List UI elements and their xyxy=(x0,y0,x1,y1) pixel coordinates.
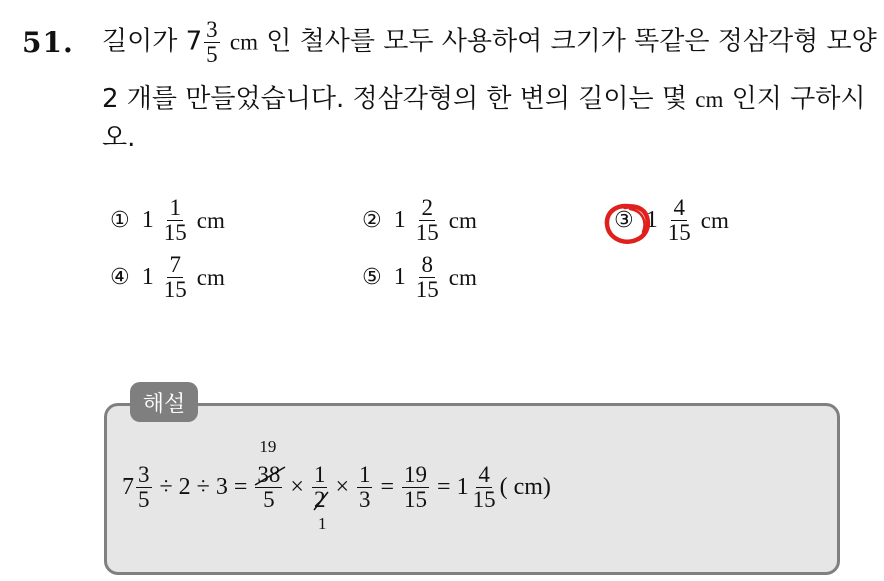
solution-label: 해설 xyxy=(130,382,198,422)
question-line-3 xyxy=(102,123,135,153)
choice-mark: ② xyxy=(362,208,382,233)
fraction-denominator: 5 xyxy=(206,42,218,67)
question-text: 길이가 7 xyxy=(102,26,203,57)
equals-sign: = xyxy=(233,474,248,500)
choice-4[interactable] xyxy=(110,253,225,302)
fraction-numerator: 7 xyxy=(169,252,181,277)
fraction-numerator: 3 xyxy=(138,462,150,487)
choice-mark: ③ xyxy=(614,208,634,233)
eq-result-fraction xyxy=(471,463,498,512)
choice-mark: ⑤ xyxy=(362,265,382,290)
equals-sign: = xyxy=(437,474,451,500)
eq-fraction-2 xyxy=(255,437,282,512)
question-text: 인 철사를 모두 사용하여 크기가 똑같은 정삼각형 모양 xyxy=(258,26,877,57)
choice-fraction xyxy=(666,196,693,245)
fraction-denominator: 5 xyxy=(138,487,150,512)
choice-fraction xyxy=(414,253,441,302)
fraction-denominator xyxy=(312,488,328,512)
choice-mark: ④ xyxy=(110,265,130,290)
question-line-2 xyxy=(102,84,865,115)
fraction-numerator xyxy=(255,463,282,488)
unit-cm: cm xyxy=(700,207,729,233)
whole-number: 1 xyxy=(141,207,154,233)
fraction-numerator: 2 xyxy=(421,195,433,220)
number: 3 xyxy=(215,474,228,500)
cancel-value: 1 xyxy=(317,514,327,533)
cancel-value: 19 xyxy=(259,437,277,456)
cancelled-value: 2 xyxy=(313,487,326,512)
fraction-numerator: 1 xyxy=(313,462,326,487)
fraction-denominator: 15 xyxy=(163,220,187,245)
divide-sign: ÷ xyxy=(159,474,173,500)
fraction-denominator: 3 xyxy=(358,487,371,512)
fraction-numerator: 1 xyxy=(358,462,371,487)
cancel-stroke-icon xyxy=(253,465,287,487)
unit-cm: cm xyxy=(196,264,225,290)
solution-equation xyxy=(122,437,551,533)
fraction-numerator: 4 xyxy=(478,462,490,487)
whole-number: 1 xyxy=(645,207,658,233)
fraction-denominator: 15 xyxy=(415,220,439,245)
choice-3[interactable] xyxy=(614,196,729,245)
choice-mark: ① xyxy=(110,208,130,233)
fraction-denominator: 15 xyxy=(415,277,439,302)
fraction-denominator: 15 xyxy=(404,487,428,512)
times-sign: × xyxy=(335,474,349,500)
question-text: 인지 구하시 xyxy=(723,84,866,114)
eq-fraction-3 xyxy=(312,462,328,533)
fraction-denominator: 15 xyxy=(163,277,187,302)
fraction-numerator: 3 xyxy=(206,17,218,42)
fraction-numerator: 19 xyxy=(404,462,428,487)
eq-fraction-4 xyxy=(357,463,373,512)
times-sign: × xyxy=(290,474,304,500)
question-line-1 xyxy=(102,18,877,67)
unit-cm: cm xyxy=(448,264,477,290)
unit-cm: cm xyxy=(448,207,477,233)
whole-number: 1 xyxy=(456,474,469,500)
cancelled-value: 38 xyxy=(257,462,281,487)
choice-5[interactable] xyxy=(362,253,477,302)
fraction-numerator: 1 xyxy=(169,195,181,220)
cancel-stroke-icon xyxy=(312,490,330,512)
unit-cm: cm xyxy=(229,29,259,55)
unit-cm: cm xyxy=(196,207,225,233)
choice-1[interactable] xyxy=(110,196,225,245)
fraction-denominator: 5 xyxy=(263,487,275,512)
unit-cm: cm xyxy=(695,87,724,112)
choice-fraction xyxy=(162,253,189,302)
question-number: 51. xyxy=(22,26,74,59)
eq-fraction-1 xyxy=(136,463,152,512)
choice-fraction xyxy=(414,196,441,245)
length-fraction xyxy=(204,18,220,67)
whole-number: 1 xyxy=(393,207,406,233)
choice-2[interactable] xyxy=(362,196,477,245)
fraction-numerator: 8 xyxy=(421,252,433,277)
choice-fraction xyxy=(162,196,189,245)
fraction-denominator: 15 xyxy=(667,220,691,245)
fraction-numerator: 4 xyxy=(673,195,685,220)
whole-number: 1 xyxy=(393,264,406,290)
divide-sign: ÷ xyxy=(196,474,210,500)
question-text: 오. xyxy=(102,123,136,153)
whole-number: 7 xyxy=(122,474,134,500)
whole-number: 1 xyxy=(141,264,154,290)
number: 2 xyxy=(178,474,191,500)
result-unit: ( cm) xyxy=(499,474,551,500)
question-text: 2 개를 만들었습니다. 정삼각형의 한 변의 길이는 몇 xyxy=(102,84,696,114)
fraction-denominator: 15 xyxy=(472,487,496,512)
eq-fraction-5 xyxy=(402,463,429,512)
equals-sign: = xyxy=(380,474,395,500)
